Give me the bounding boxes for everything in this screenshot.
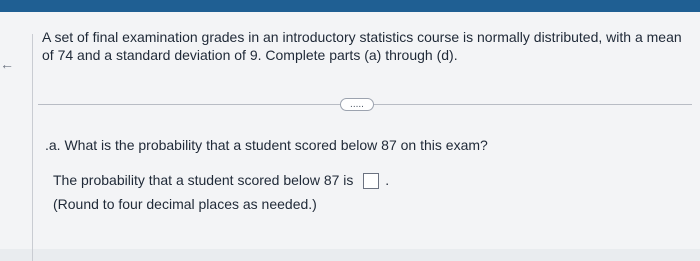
answer-line [53, 171, 389, 189]
answer-suffix: . [385, 172, 390, 188]
left-arrow-icon[interactable]: ← [0, 56, 14, 72]
answer-input[interactable] [363, 173, 379, 189]
answer-prefix: The probability that a student scored below 87 is [53, 172, 354, 188]
part-a-prompt: .a. What is the probability that a student scored below 87 on this exam? [45, 137, 488, 153]
question-text: A set of final examination grades in an introductory statistics course is normally distributed, with a mean of 74 and a standard deviation of 9. Complete parts (a) through (d). [42, 29, 682, 63]
left-divider [32, 34, 33, 261]
question-panel [0, 12, 700, 249]
top-bar [0, 0, 700, 12]
more-button[interactable]: ..... [340, 98, 374, 111]
rounding-note: (Round to four decimal places as needed.) [53, 196, 317, 212]
